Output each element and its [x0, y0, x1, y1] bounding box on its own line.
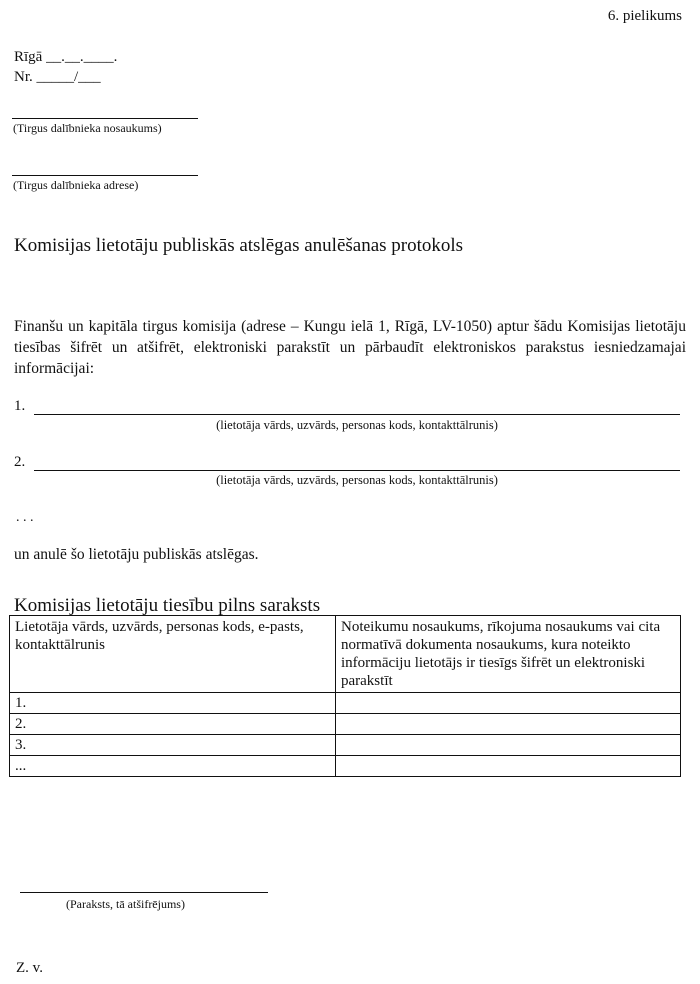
- rights-table: [9, 615, 681, 777]
- user-number: 1.: [14, 398, 26, 414]
- intro-paragraph: Finanšu un kapitāla tirgus komisija (adrese – Kungu ielā 1, Rīgā, LV-1050) aptur šādu Komisijas lietotāju tiesības šifrēt un atšifrēt, elektroniski parakstīt un pārbaudīt elektroniskos parakstus iesniedzamajai informācijai:: [14, 318, 686, 377]
- row-number: ...: [10, 756, 336, 777]
- participant-address-line: [12, 175, 198, 176]
- row-document-cell: [336, 756, 681, 777]
- annex-label: 6. pielikums: [607, 8, 682, 24]
- table-row: [10, 756, 681, 777]
- signature-caption: (Paraksts, tā atšifrējums): [66, 897, 185, 911]
- row-number: 2.: [10, 714, 336, 735]
- row-number: 3.: [10, 735, 336, 756]
- table-header-row: [10, 616, 681, 693]
- row-document-cell: [336, 693, 681, 714]
- header-user-info: Lietotāja vārds, uzvārds, personas kods, e-pasts, kontakttālrunis: [10, 616, 336, 693]
- user-number: 2.: [14, 454, 26, 470]
- protocol-title: Komisijas lietotāju publiskās atslēgas anulēšanas protokols: [14, 235, 464, 256]
- seal-label: Z. v.: [16, 960, 43, 976]
- header-document-name: Noteikumu nosaukums, rīkojuma nosaukums vai cita normatīvā dokumenta nosaukums, kura noteikto informāciju lietotājs ir tiesīgs šifrēt un elektroniski parakstīt: [336, 616, 681, 693]
- signature-line: [20, 892, 268, 893]
- table-row: [10, 735, 681, 756]
- place-date: Rīgā __.__.____.: [14, 49, 118, 65]
- row-number: 1.: [10, 693, 336, 714]
- row-document-cell: [336, 735, 681, 756]
- table-row: [10, 714, 681, 735]
- document-number: Nr. _____/___: [14, 69, 101, 85]
- annul-sentence: un anulē šo lietotāju publiskās atslēgas.: [14, 546, 259, 563]
- user-line: [34, 470, 680, 471]
- participant-name-line: [12, 118, 198, 119]
- participant-address-caption: (Tirgus dalībnieka adrese): [13, 178, 139, 192]
- table-row: [10, 693, 681, 714]
- user-caption: (lietotāja vārds, uzvārds, personas kods, kontakttālrunis): [216, 418, 498, 432]
- rights-table-title: Komisijas lietotāju tiesību pilns saraksts: [14, 595, 321, 616]
- user-line: [34, 414, 680, 415]
- participant-name-caption: (Tirgus dalībnieka nosaukums): [13, 121, 162, 135]
- ellipsis: . . .: [16, 510, 34, 525]
- user-caption: (lietotāja vārds, uzvārds, personas kods, kontakttālrunis): [216, 473, 498, 487]
- row-document-cell: [336, 714, 681, 735]
